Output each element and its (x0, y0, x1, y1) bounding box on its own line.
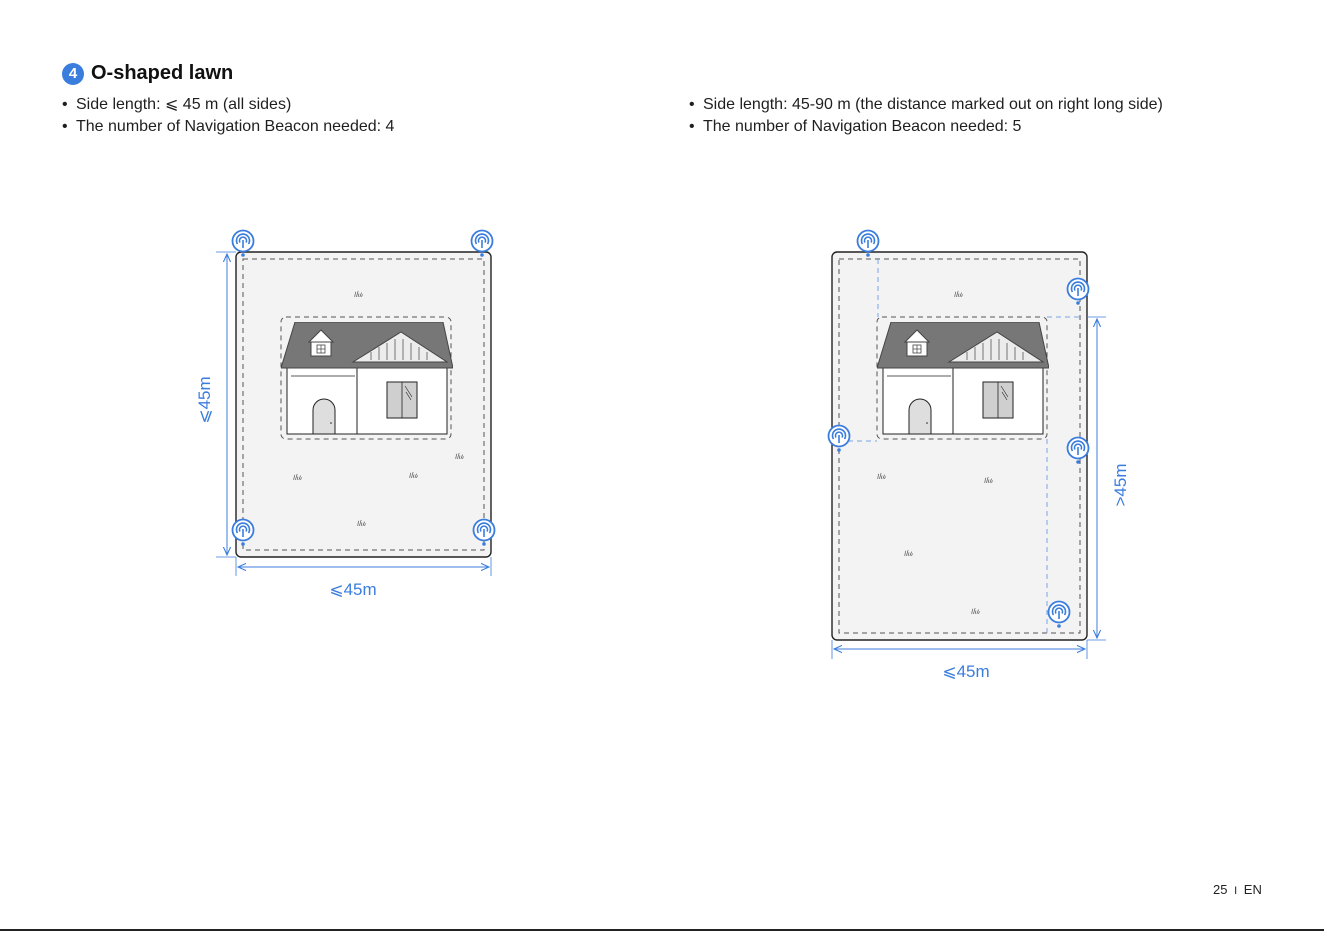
right-bullet-beacon-count: The number of Navigation Beacon needed: 5 (703, 118, 1022, 135)
section-title: O-shaped lawn (91, 62, 234, 84)
lawn-area (832, 252, 1087, 640)
left-horizontal-dimension-label: ⩽45m (329, 580, 377, 599)
left-bullet-side-length: Side length: ⩽ 45 m (all sides) (76, 96, 292, 113)
list-item: • Side length: ⩽ 45 m (all sides) (62, 94, 394, 116)
left-bullet-beacon-count: The number of Navigation Beacon needed: 4 (76, 118, 395, 135)
left-vertical-dimension-label: ⩽45m (195, 376, 214, 424)
list-item: • The number of Navigation Beacon needed: 4 (62, 116, 394, 138)
page-footer (1213, 882, 1262, 897)
footer-separator: I (1234, 885, 1238, 897)
language-label: EN (1243, 882, 1262, 897)
list-item: • The number of Navigation Beacon needed: 5 (689, 116, 1163, 138)
section-number-badge: 4 (62, 63, 84, 85)
right-bullet-side-length: Side length: 45-90 m (the distance marked out on right long side) (703, 96, 1163, 113)
footer-divider (0, 929, 1324, 931)
page-number: 25 (1213, 882, 1228, 897)
house-icon (877, 322, 1049, 434)
list-item: • Side length: 45-90 m (the distance marked out on right long side) (689, 94, 1163, 116)
right-horizontal-dimension-label: ⩽45m (942, 662, 990, 681)
right-vertical-dimension-label: >45m (1111, 463, 1130, 507)
